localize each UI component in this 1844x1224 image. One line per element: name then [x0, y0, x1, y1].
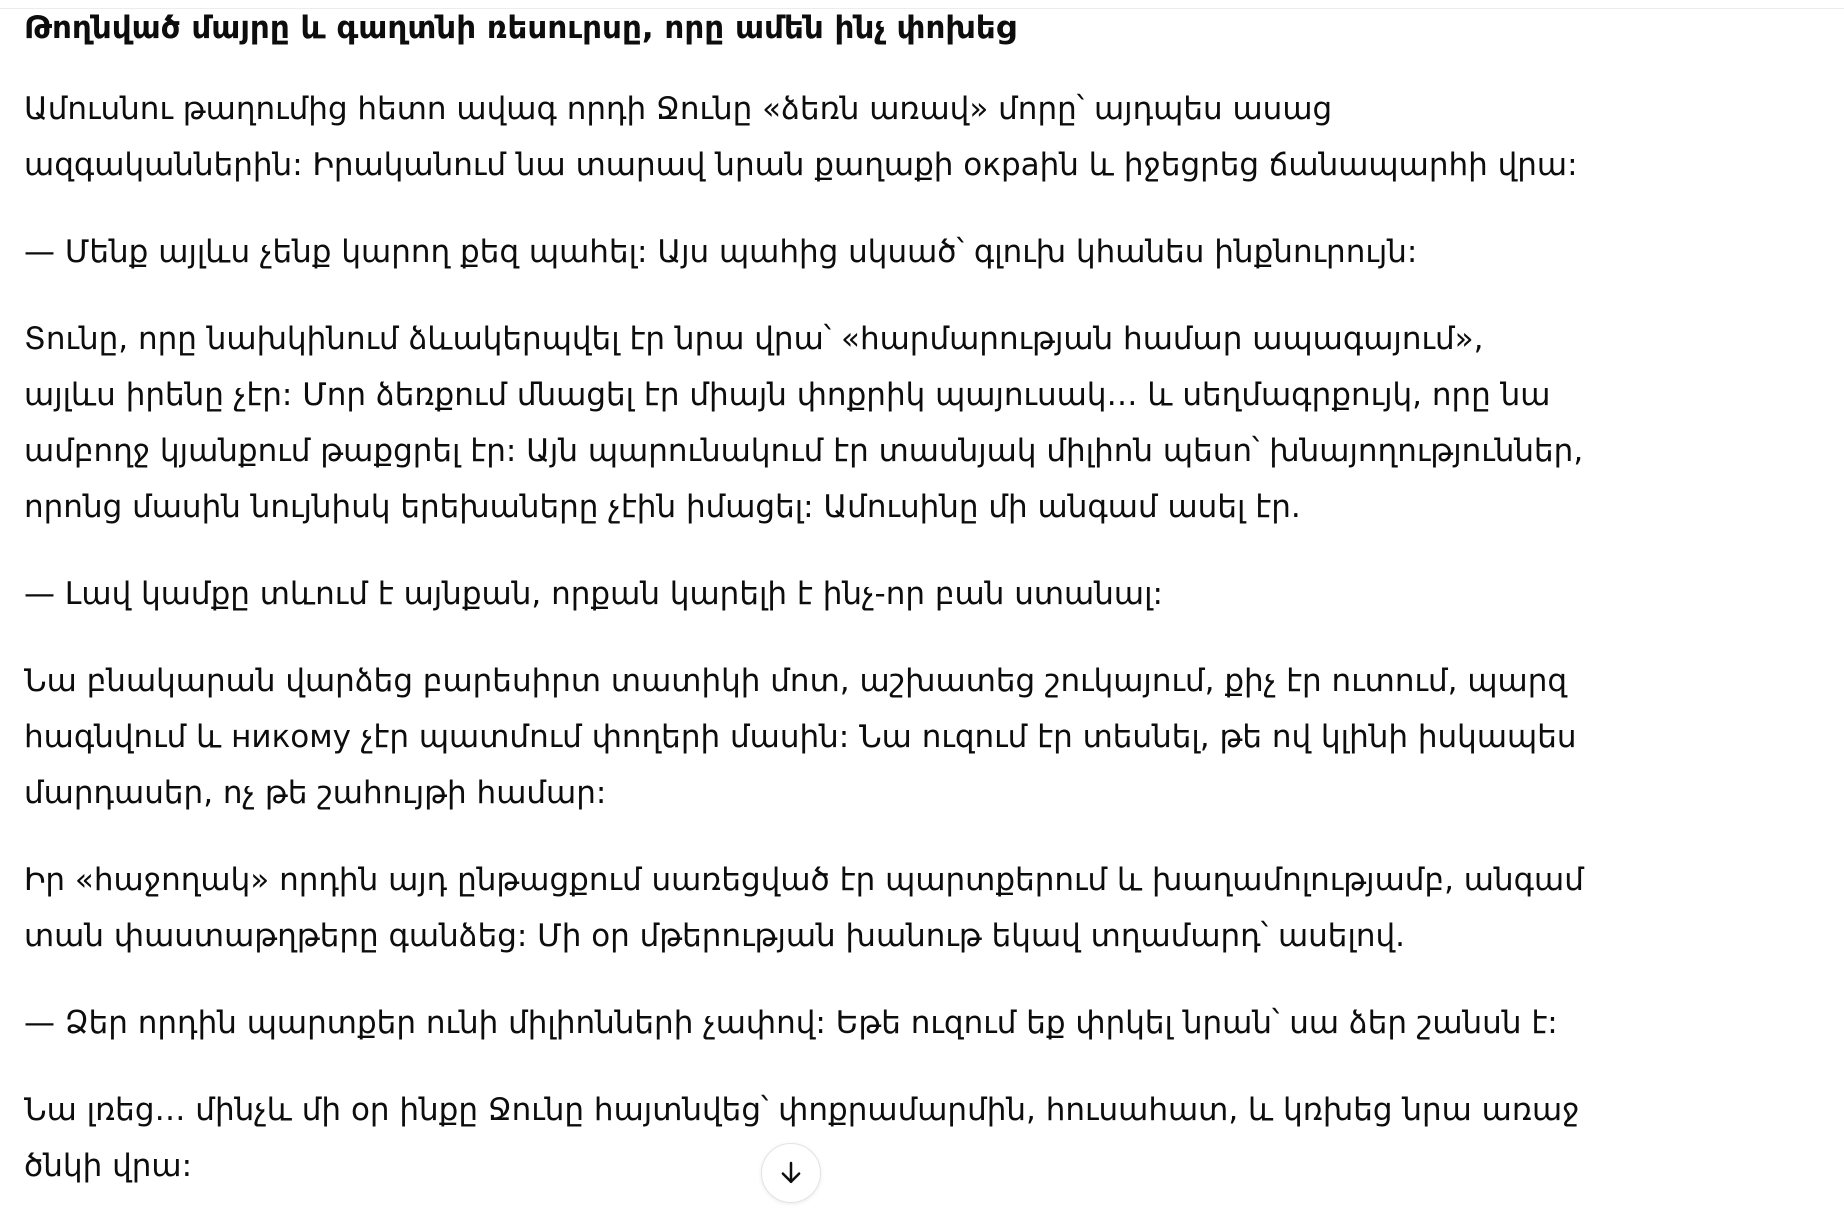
paragraph-7: — Ձեր որդին պարտքեր ունի միլիոնների չափով: Եթե ուզում եք փրկել նրան՝ սա ձեր շանսն է: [24, 1005, 1558, 1041]
paragraph-3: Տունը, որը նախկինում ձևակերպվել էր նրա վրա՝ «հարմարության համար ապագայում», այլևս իրենը չէր: Մոր ձեռքում մնացել էր միայն փոքրիկ պայուսակ… և սեղմագրքույկ, որը նա ամբողջ կյանքում թաքցրել էր: Այն պարունակում էր տասնյակ միլիոն պեսո՝ խնայողություններ, որոնց մասին նույնիսկ երեխաները չէին իմացել: Ամուսինը մի անգամ ասել էր. [24, 321, 1584, 525]
paragraph-1: Ամուսնու թաղումից հետո ավագ որդի Ջունը «ձեռն առավ» մորը՝ այդպես ասաց ազգականներին: Իրականում նա տարավ նրան քաղաքի окраին և իջեցրեց ճանապարհի վրա: [24, 91, 1578, 183]
paragraph-8: Նա լռեց… մինչև մի օր ինքը Ջունը հայտնվեց՝ փոքրամարմին, հուսահատ, և կռխեց նրա առաջ ծնկի վրա: [24, 1092, 1580, 1184]
paragraph-6: Իր «հաջողակ» որդին այդ ընթացքում սառեցված էր պարտքերում և խաղամոլությամբ, անգամ տան փաստաթղթերը գանձեց: Մի օր մթերության խանութ եկավ տղամարդ՝ ասելով. [24, 862, 1584, 954]
paragraph-2: — Մենք այլևս չենք կարող քեզ պահել: Այս պահից սկսած՝ գլուխ կհանես ինքնուրույն: [24, 234, 1418, 270]
arrow-down-icon [776, 1158, 806, 1188]
article-title: Թողնված մայրը և գաղտնի ռեսուրսը, որը ամեն ինչ փոխեց [24, 10, 1016, 46]
paragraph-4: — Լավ կամքը տևում է այնքան, որքան կարելի է ինչ-որ բան ստանալ: [24, 576, 1163, 612]
article-content [24, 8, 1584, 1224]
scroll-to-bottom-button[interactable] [761, 1143, 821, 1203]
paragraph-5: Նա բնակարան վարձեց բարեսիրտ տատիկի մոտ, աշխատեց շուկայում, քիչ էր ուտում, պարզ հագնվում և никому չէր պատմում փողերի մասին: Նա ուզում էր տեսնել, թե ով կլինի իսկապես մարդասեր, ոչ թե շահույթի համար: [24, 663, 1577, 811]
